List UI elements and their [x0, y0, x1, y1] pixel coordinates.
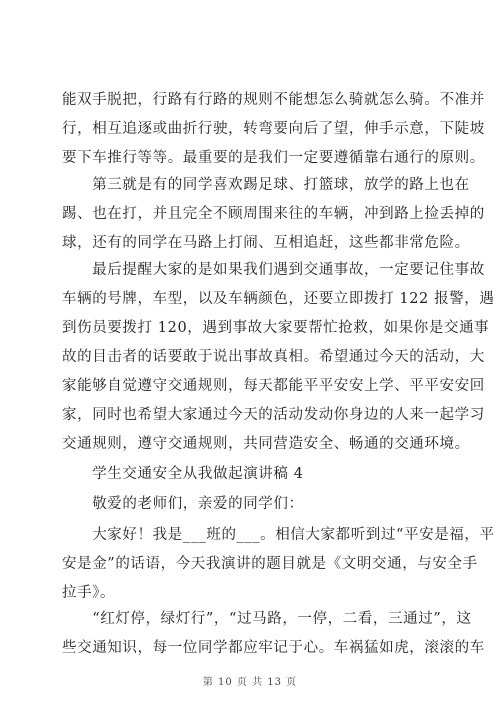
text-line: 行，相互追逐或曲折行驶，转弯要向后了望，伸手示意，下陡坡	[62, 121, 485, 137]
paragraph-2	[62, 171, 485, 258]
text-line: 第三就是有的同学喜欢踢足球、打篮球，放学的路上也在	[62, 177, 470, 193]
page-footer: 第 10 页 共 13 页	[202, 677, 298, 688]
text-line: 故的目击者的话要敢于说出事故真相。希望通过今天的活动，大	[62, 349, 485, 365]
text-line: 要下车推行等等。最重要的是我们一定要遵循靠右通行的原则。	[62, 150, 485, 166]
text-line: 到伤员要拨打 120，遇到事故大家要帮忙抢救，如果你是交通事	[62, 320, 490, 336]
salutation	[62, 490, 440, 519]
paragraph-greeting	[62, 521, 495, 608]
text-line: 大家好！我是___班的___。相信大家都听到过“平安是福，平	[62, 527, 495, 543]
text-line: 敬爱的老师们，亲爱的同学们：	[62, 496, 304, 512]
paragraph-3	[62, 256, 495, 459]
text-line: 车辆的号牌，车型，以及车辆颜色，还要立即拨打 122 报警，遇	[62, 291, 495, 307]
text-line: “红灯停，绿灯行”，“过马路，一停，二看，三通过”，这	[62, 611, 472, 627]
text-line: 家，同时也希望大家通过今天的活动发动你身边的人来一起学习	[62, 407, 485, 423]
text-line: 家能够自觉遵守交通规则，每天都能平平安安上学、平平安安回	[62, 378, 485, 394]
paragraph-traffic-knowledge	[62, 605, 485, 663]
text-line: 些交通知识，每一位同学都应牢记于心。车祸猛如虎，滚滚的车	[62, 640, 485, 656]
text-line: 安是金”的话语，今天我演讲的题目就是《文明交通，与安全手	[62, 556, 478, 572]
text-line: 踢、也在打，并且完全不顾周围来往的车辆，冲到路上捡丢掉的	[62, 206, 485, 222]
paragraph-1	[62, 86, 485, 173]
text-line: 交通规则，遵守交通规则，共同营造安全、畅通的交通环境。	[62, 436, 470, 452]
section-heading	[62, 460, 440, 489]
heading-line: 学生交通安全从我做起演讲稿 4	[62, 466, 304, 482]
text-line: 最后提醒大家的是如果我们遇到交通事故，一定要记住事故	[62, 262, 485, 278]
text-line: 拉手》。	[62, 585, 116, 601]
text-line: 能双手脱把，行路有行路的规则不能想怎么骑就怎么骑。不准并	[62, 92, 485, 108]
text-line: 球，还有的同学在马路上打闹、互相追赶，这些都非常危险。	[62, 235, 470, 251]
